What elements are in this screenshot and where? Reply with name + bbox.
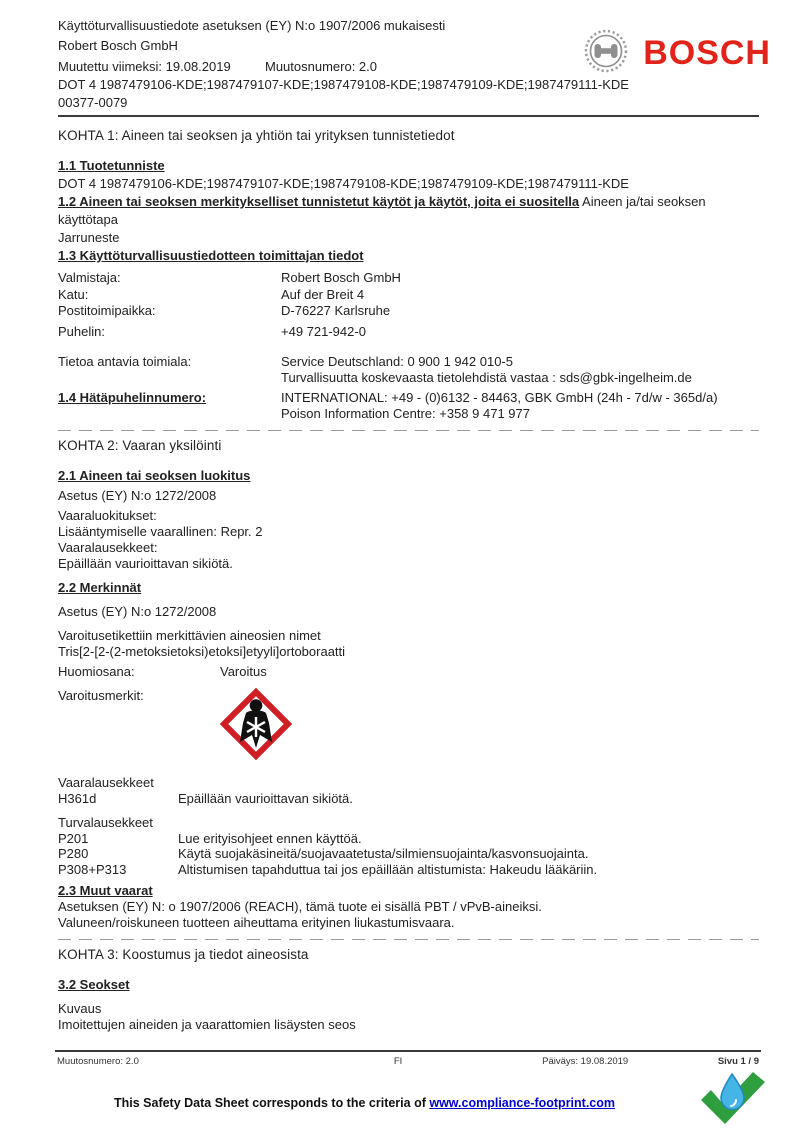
- info-value-2: Turvallisuutta koskevaasta tietolehdistä vastaa : sds@gbk-ingelheim.de: [281, 370, 692, 385]
- section-divider-dashed: [58, 938, 759, 940]
- info-value-1: Service Deutschland: 0 900 1 942 010-5: [281, 354, 513, 369]
- section-2-1-heading: 2.1 Aineen tai seoksen luokitus: [58, 468, 251, 483]
- hazard-statement-label: Vaaralausekkeet:: [58, 540, 158, 555]
- other-hazards-line-1: Asetuksen (EY) N: o 1907/2006 (REACH), tämä tuote ei sisällä PBT / vPvB-aineiksi.: [58, 899, 542, 914]
- row-label: Postitoimipaikka:: [58, 303, 156, 318]
- p-text: Lue erityisohjeet ennen käyttöä.: [178, 830, 362, 846]
- row-value: D-76227 Karlsruhe: [281, 303, 391, 318]
- section-divider-dashed: [58, 429, 759, 431]
- info-service-row: [58, 354, 759, 386]
- p-code: P280: [58, 846, 89, 861]
- company-name: Robert Bosch GmbH: [58, 38, 178, 53]
- section-1-3-heading: 1.3 Käyttöturvallisuustiedotteen toimittajan tiedot: [58, 248, 364, 263]
- signal-word-row: [58, 664, 759, 680]
- manufacturer-row: [58, 324, 759, 341]
- header-divider: [58, 115, 759, 117]
- pictogram-row: [58, 688, 759, 763]
- signal-word-label: Huomiosana:: [58, 664, 135, 679]
- footer-language: FI: [393, 1056, 403, 1067]
- p-text: Käytä suojakäsineitä/suojavaatetusta/silmiensuojainta/kasvonsuojainta.: [178, 846, 589, 861]
- row-label: Puhelin:: [58, 323, 105, 339]
- bosch-wordmark: BOSCH: [643, 33, 771, 72]
- pictogram-label: Varoitusmerkit:: [58, 688, 144, 703]
- product-codes: DOT 4 1987479106-KDE;1987479107-KDE;1987479108-KDE;1987479109-KDE;1987479111-KDE: [58, 77, 629, 92]
- p-code: P308+P313: [58, 861, 127, 877]
- regulation-ref-1: Asetus (EY) N:o 1272/2008: [58, 488, 217, 503]
- p-statement-row: [58, 862, 759, 878]
- emergency-value-2: Poison Information Centre: +358 9 471 977: [281, 406, 530, 421]
- page-footer: [55, 1050, 761, 1070]
- footer-change-number: Muutosnumero: 2.0: [57, 1056, 139, 1067]
- section-1-2-block: [58, 194, 759, 210]
- hazard-class-value: Lisääntymiselle vaarallinen: Repr. 2: [58, 524, 263, 539]
- section-1-2-heading: 1.2 Aineen tai seoksen merkitykselliset tunnistetut käytöt ja käytöt, joita ei suositella: [58, 194, 580, 209]
- row-value: +49 721-942-0: [281, 323, 366, 339]
- change-number: Muutosnumero: 2.0: [265, 59, 378, 74]
- manufacturer-row: [58, 270, 759, 287]
- section-2-3-heading: 2.3 Muut vaarat: [58, 883, 153, 898]
- section-3-2-heading: 3.2 Seokset: [58, 977, 130, 992]
- compliance-footprint-check-icon: [695, 1068, 769, 1133]
- other-hazards-line-2: Valuneen/roiskuneen tuotteen aiheuttama erityinen liukastumisvaara.: [58, 915, 455, 930]
- modified-date: Muutettu viimeksi: 19.08.2019: [58, 59, 231, 74]
- manufacturer-row: [58, 303, 759, 320]
- p-text: Altistumisen tapahduttua tai jos epäillään altistumista: Hakeudu lääkäriin.: [178, 861, 598, 877]
- h-code: H361d: [58, 791, 97, 806]
- signal-word-value: Varoitus: [220, 664, 267, 679]
- p-statements-title: Turvalausekkeet: [58, 814, 153, 830]
- section-1-4-heading: 1.4 Hätäpuhelinnumero:: [58, 390, 207, 405]
- footer-page-number: Sivu 1 / 9: [717, 1056, 759, 1067]
- product-identifier: DOT 4 1987479106-KDE;1987479107-KDE;1987479108-KDE;1987479109-KDE;1987479111-KDE: [58, 176, 629, 191]
- ghs08-health-hazard-icon: [220, 688, 292, 763]
- info-values: [281, 354, 692, 386]
- document-title: Käyttöturvallisuustiedote asetuksen (EY) N:o 1907/2006 mukaisesti: [58, 18, 446, 33]
- mixture-description-title: Kuvaus: [58, 1001, 102, 1016]
- h-text: Epäillään vaurioittavan sikiötä.: [178, 791, 353, 806]
- section-1-2-tail: Aineen ja/tai seoksen: [579, 194, 706, 209]
- footer-divider: [55, 1050, 761, 1052]
- use-type-label: käyttötapa: [58, 212, 118, 227]
- document-number: 00377-0079: [58, 95, 128, 110]
- label-components-value: Tris[2-[2-(2-metoksietoksi)etoksi]etyyli]ortoboraatti: [58, 644, 346, 659]
- section-1-1-heading: 1.1 Tuotetunniste: [58, 158, 165, 173]
- bosch-logo: [583, 28, 771, 77]
- h-statement-row: [58, 791, 759, 807]
- row-value: Auf der Breit 4: [281, 286, 365, 302]
- section-2-heading: KOHTA 2: Vaaran yksilöinti: [58, 438, 222, 453]
- emergency-values: [281, 390, 718, 422]
- compliance-footprint-link[interactable]: www.compliance-footprint.com: [429, 1096, 616, 1110]
- compliance-text: This Safety Data Sheet corresponds to the criteria of: [113, 1096, 430, 1110]
- section-3-heading: KOHTA 3: Koostumus ja tiedot aineosista: [58, 947, 309, 962]
- emergency-number-row: [58, 390, 759, 422]
- hazard-statement-value: Epäillään vaurioittavan sikiötä.: [58, 556, 233, 571]
- p-statement-row: [58, 831, 759, 847]
- row-value: Robert Bosch GmbH: [281, 270, 401, 285]
- label-components-title: Varoitusetikettiin merkittävien aineosien nimet: [58, 628, 321, 643]
- row-label: Valmistaja:: [58, 270, 121, 285]
- section-2-2-heading: 2.2 Merkinnät: [58, 580, 142, 595]
- info-label: Tietoa antavia toimiala:: [58, 354, 192, 369]
- mixture-description-text: Imoitettujen aineiden ja vaarattomien lisäysten seos: [58, 1017, 356, 1032]
- row-label: Katu:: [58, 286, 89, 302]
- emergency-value-1: INTERNATIONAL: +49 - (0)6132 - 84463, GBK GmbH (24h - 7d/w - 365d/a): [281, 390, 718, 405]
- h-statements-title: Vaaralausekkeet: [58, 775, 154, 790]
- section-1-heading: KOHTA 1: Aineen tai seoksen ja yhtiön tai yrityksen tunnistetiedot: [58, 128, 455, 143]
- regulation-ref-2: Asetus (EY) N:o 1272/2008: [58, 604, 217, 619]
- bosch-armature-icon: [583, 28, 629, 77]
- manufacturer-row: [58, 287, 759, 304]
- p-statement-row: [58, 846, 759, 862]
- product-use: Jarruneste: [58, 230, 120, 245]
- footer-date: Päiväys: 19.08.2019: [542, 1056, 629, 1067]
- p-code: P201: [58, 830, 89, 846]
- hazard-class-label: Vaaraluokitukset:: [58, 508, 157, 523]
- compliance-statement: [0, 1096, 729, 1110]
